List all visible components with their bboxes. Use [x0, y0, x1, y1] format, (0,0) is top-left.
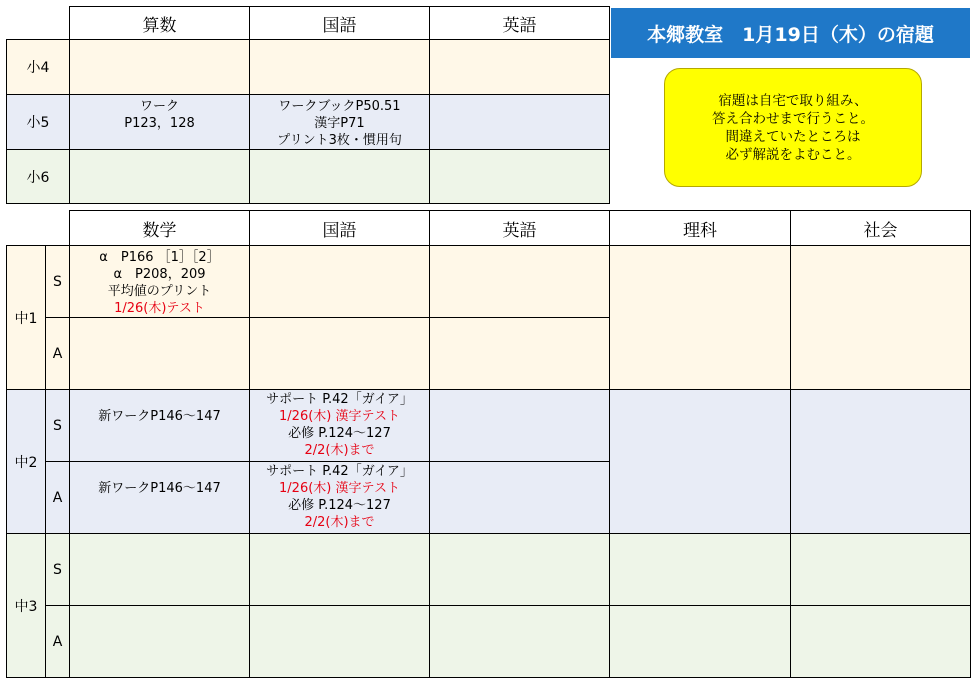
note-line: 答え合わせまで行うこと。: [712, 110, 874, 127]
homework-cell: [250, 462, 430, 534]
homework-cell: [70, 534, 250, 606]
homework-line: 漢字P71: [314, 116, 365, 131]
homework-cell: [250, 246, 430, 318]
homework-cell: [430, 462, 610, 534]
homework-line: α P208，209: [113, 267, 206, 282]
homework-cell: [430, 150, 610, 204]
homework-cell: [70, 150, 250, 204]
table-row: [7, 40, 610, 95]
homework-line: 必修 P.124～127: [288, 498, 391, 513]
header-japanese: 国語: [250, 211, 430, 246]
homework-line: 必修 P.124～127: [288, 426, 391, 441]
grade-label: 小5: [7, 95, 70, 150]
header-english: 英語: [430, 7, 610, 40]
grade-label: 小6: [7, 150, 70, 204]
grade-label: 中1: [7, 246, 46, 390]
homework-cell: [70, 390, 250, 462]
homework-cell: [791, 534, 971, 606]
homework-line: 平均値のプリント: [107, 284, 212, 299]
homework-cell: [610, 606, 791, 678]
instruction-note: [664, 68, 922, 187]
grade-label: 中2: [7, 390, 46, 534]
homework-cell: [430, 390, 610, 462]
homework-cell: [430, 318, 610, 390]
homework-cell: [250, 150, 430, 204]
header-math: 数学: [70, 211, 250, 246]
class-label: A: [46, 462, 70, 534]
table-row: [7, 606, 971, 678]
elementary-homework-table: [6, 6, 610, 204]
homework-line: 2/2(木)まで: [304, 515, 375, 530]
corner-cell: [7, 7, 70, 40]
homework-cell: [250, 318, 430, 390]
homework-line: サポート P.42「ガイア」: [266, 392, 413, 407]
homework-cell: [791, 390, 971, 534]
homework-line: P123，128: [124, 116, 195, 131]
header-social: 社会: [791, 211, 971, 246]
homework-cell: [430, 40, 610, 95]
homework-cell: [610, 246, 791, 390]
homework-cell: [250, 606, 430, 678]
homework-line: 新ワークP146～147: [98, 481, 221, 496]
homework-cell: [430, 246, 610, 318]
homework-line: プリント3枚・慣用句: [277, 133, 402, 148]
table-row: [7, 246, 971, 318]
homework-cell: [250, 390, 430, 462]
homework-cell: [610, 390, 791, 534]
junior-homework-table: [6, 210, 971, 678]
homework-line: α P166 ［1］［2］: [99, 250, 220, 265]
grade-label: 中3: [7, 534, 46, 678]
page-title: 本郷教室 1月19日（木）の宿題: [611, 8, 970, 58]
class-label: A: [46, 606, 70, 678]
homework-cell: [430, 606, 610, 678]
homework-cell: [70, 318, 250, 390]
homework-line: 新ワークP146～147: [98, 409, 221, 424]
note-line: 間違えていたところは: [725, 128, 861, 145]
homework-line: ワーク: [139, 99, 179, 114]
header-math: 算数: [70, 7, 250, 40]
grade-label: 小4: [7, 40, 70, 95]
homework-line: 1/26(木) 漢字テスト: [279, 409, 400, 424]
homework-cell: [70, 462, 250, 534]
note-line: 必ず解説をよむこと。: [725, 146, 861, 163]
corner-cell: [7, 211, 70, 246]
homework-cell: [250, 40, 430, 95]
homework-cell: [70, 606, 250, 678]
header-english: 英語: [430, 211, 610, 246]
homework-cell: [70, 40, 250, 95]
header-japanese: 国語: [250, 7, 430, 40]
note-line: 宿題は自宅で取り組み、: [718, 92, 868, 109]
homework-cell: [430, 95, 610, 150]
homework-cell: [70, 95, 250, 150]
class-label: S: [46, 390, 70, 462]
homework-cell: [610, 534, 791, 606]
table-row: [7, 390, 971, 462]
homework-line: 2/2(木)まで: [304, 443, 375, 458]
homework-cell: [791, 606, 971, 678]
homework-cell: [791, 246, 971, 390]
class-label: S: [46, 246, 70, 318]
homework-cell: [430, 534, 610, 606]
table-row: [7, 150, 610, 204]
homework-line: 1/26(木) 漢字テスト: [279, 481, 400, 496]
homework-line: ワークブックP50.51: [278, 99, 401, 114]
table-row: [7, 95, 610, 150]
homework-line: 1/26(木)テスト: [114, 301, 205, 316]
class-label: A: [46, 318, 70, 390]
homework-line: サポート P.42「ガイア」: [266, 464, 413, 479]
homework-cell: [70, 246, 250, 318]
homework-cell: [250, 95, 430, 150]
class-label: S: [46, 534, 70, 606]
table-row: [7, 534, 971, 606]
homework-cell: [250, 534, 430, 606]
header-science: 理科: [610, 211, 791, 246]
